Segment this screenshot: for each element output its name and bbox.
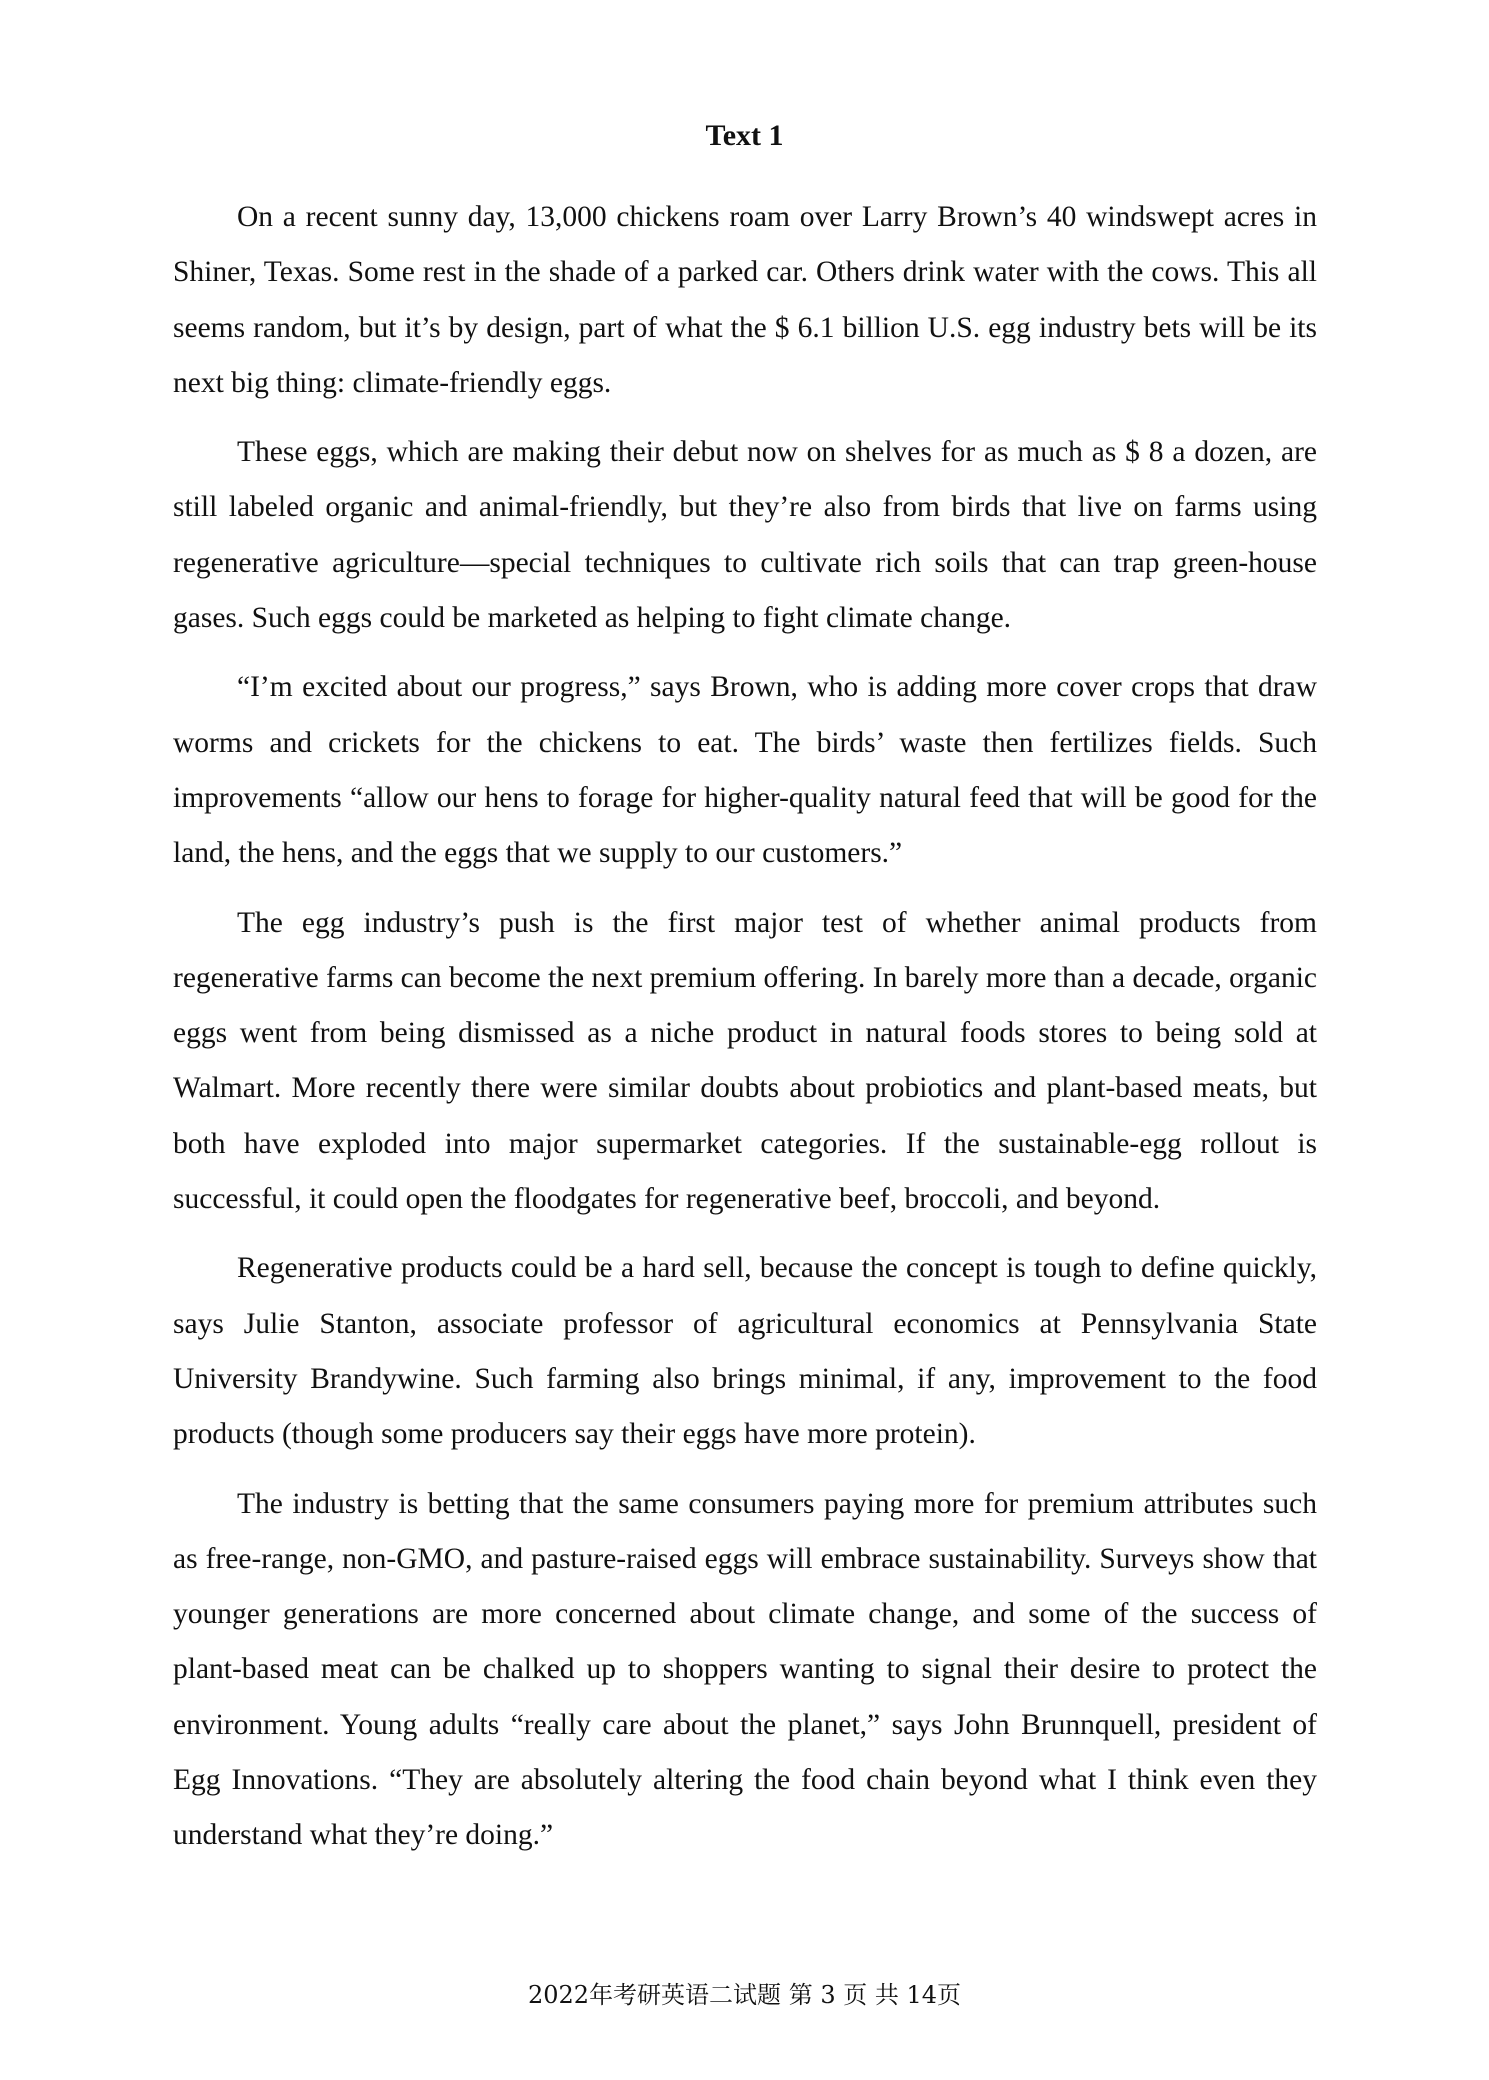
paragraph-3: “I’m excited about our progress,” says Brown, who is adding more cover crops that draw worms and crickets for the chickens to eat. The birds’ waste then fertilizes fields. Such improvements “allow our hens to forage for higher-quality natural feed that will be good for the land, the hens, and the eggs that we supply to our customers.” xyxy=(173,671,1317,870)
paragraph-1: On a recent sunny day, 13,000 chickens roam over Larry Brown’s 40 windswept acres in Shiner, Texas. Some rest in the shade of a parked car. Others drink water with the cows. This all seems random, but it’s by design, part of what the $ 6.1 billion U.S. egg industry bets will be its next big thing: climate-friendly eggs. xyxy=(173,201,1317,399)
paragraph-2: These eggs, which are making their debut now on shelves for as much as $ 8 a dozen, are still labeled organic and animal-friendly, but they’re also from birds that live on farms using regenerative agriculture—special techniques to cultivate rich soils that can trap green-house gases. Such eggs could be marketed as helping to fight climate change. xyxy=(173,436,1317,635)
paragraph-6: The industry is betting that the same consumers paying more for premium attributes such as free-range, non-GMO, and pasture-raised eggs will embrace sustainability. Surveys show that younger generations are more concerned about climate change, and some of the success of plant-based meat can be chalked up to shoppers wanting to signal their desire to protect the environment. Young adults “really care about the planet,” says John Brunnquell, president of Egg Innovations. “They are absolutely altering the food chain beyond what I think even they understand what they’re doing.” xyxy=(173,1487,1317,1852)
paragraph-4: The egg industry’s push is the first major test of whether animal products from regenerative farms can become the next premium offering. In barely more than a decade, organic eggs went from being dismissed as a niche product in natural foods stores to being sold at Walmart. More recently there were similar doubts about probiotics and plant-based meats, but both have exploded into major supermarket categories. If the sustainable-egg rollout is successful, it could open the floodgates for regenerative beef, broccoli, and beyond. xyxy=(173,906,1317,1216)
paragraph-5: Regenerative products could be a hard sell, because the concept is tough to define quickly, says Julie Stanton, associate professor of agricultural economics at Pennsylvania State University Brandywine. Such farming also brings minimal, if any, improvement to the food products (though some producers say their eggs have more protein). xyxy=(173,1252,1317,1451)
page-footer: 2022年考研英语二试题 第 3 页 共 14页 xyxy=(527,1981,962,2009)
passage-title: Text 1 xyxy=(705,119,784,152)
passage-body xyxy=(173,190,1317,1878)
